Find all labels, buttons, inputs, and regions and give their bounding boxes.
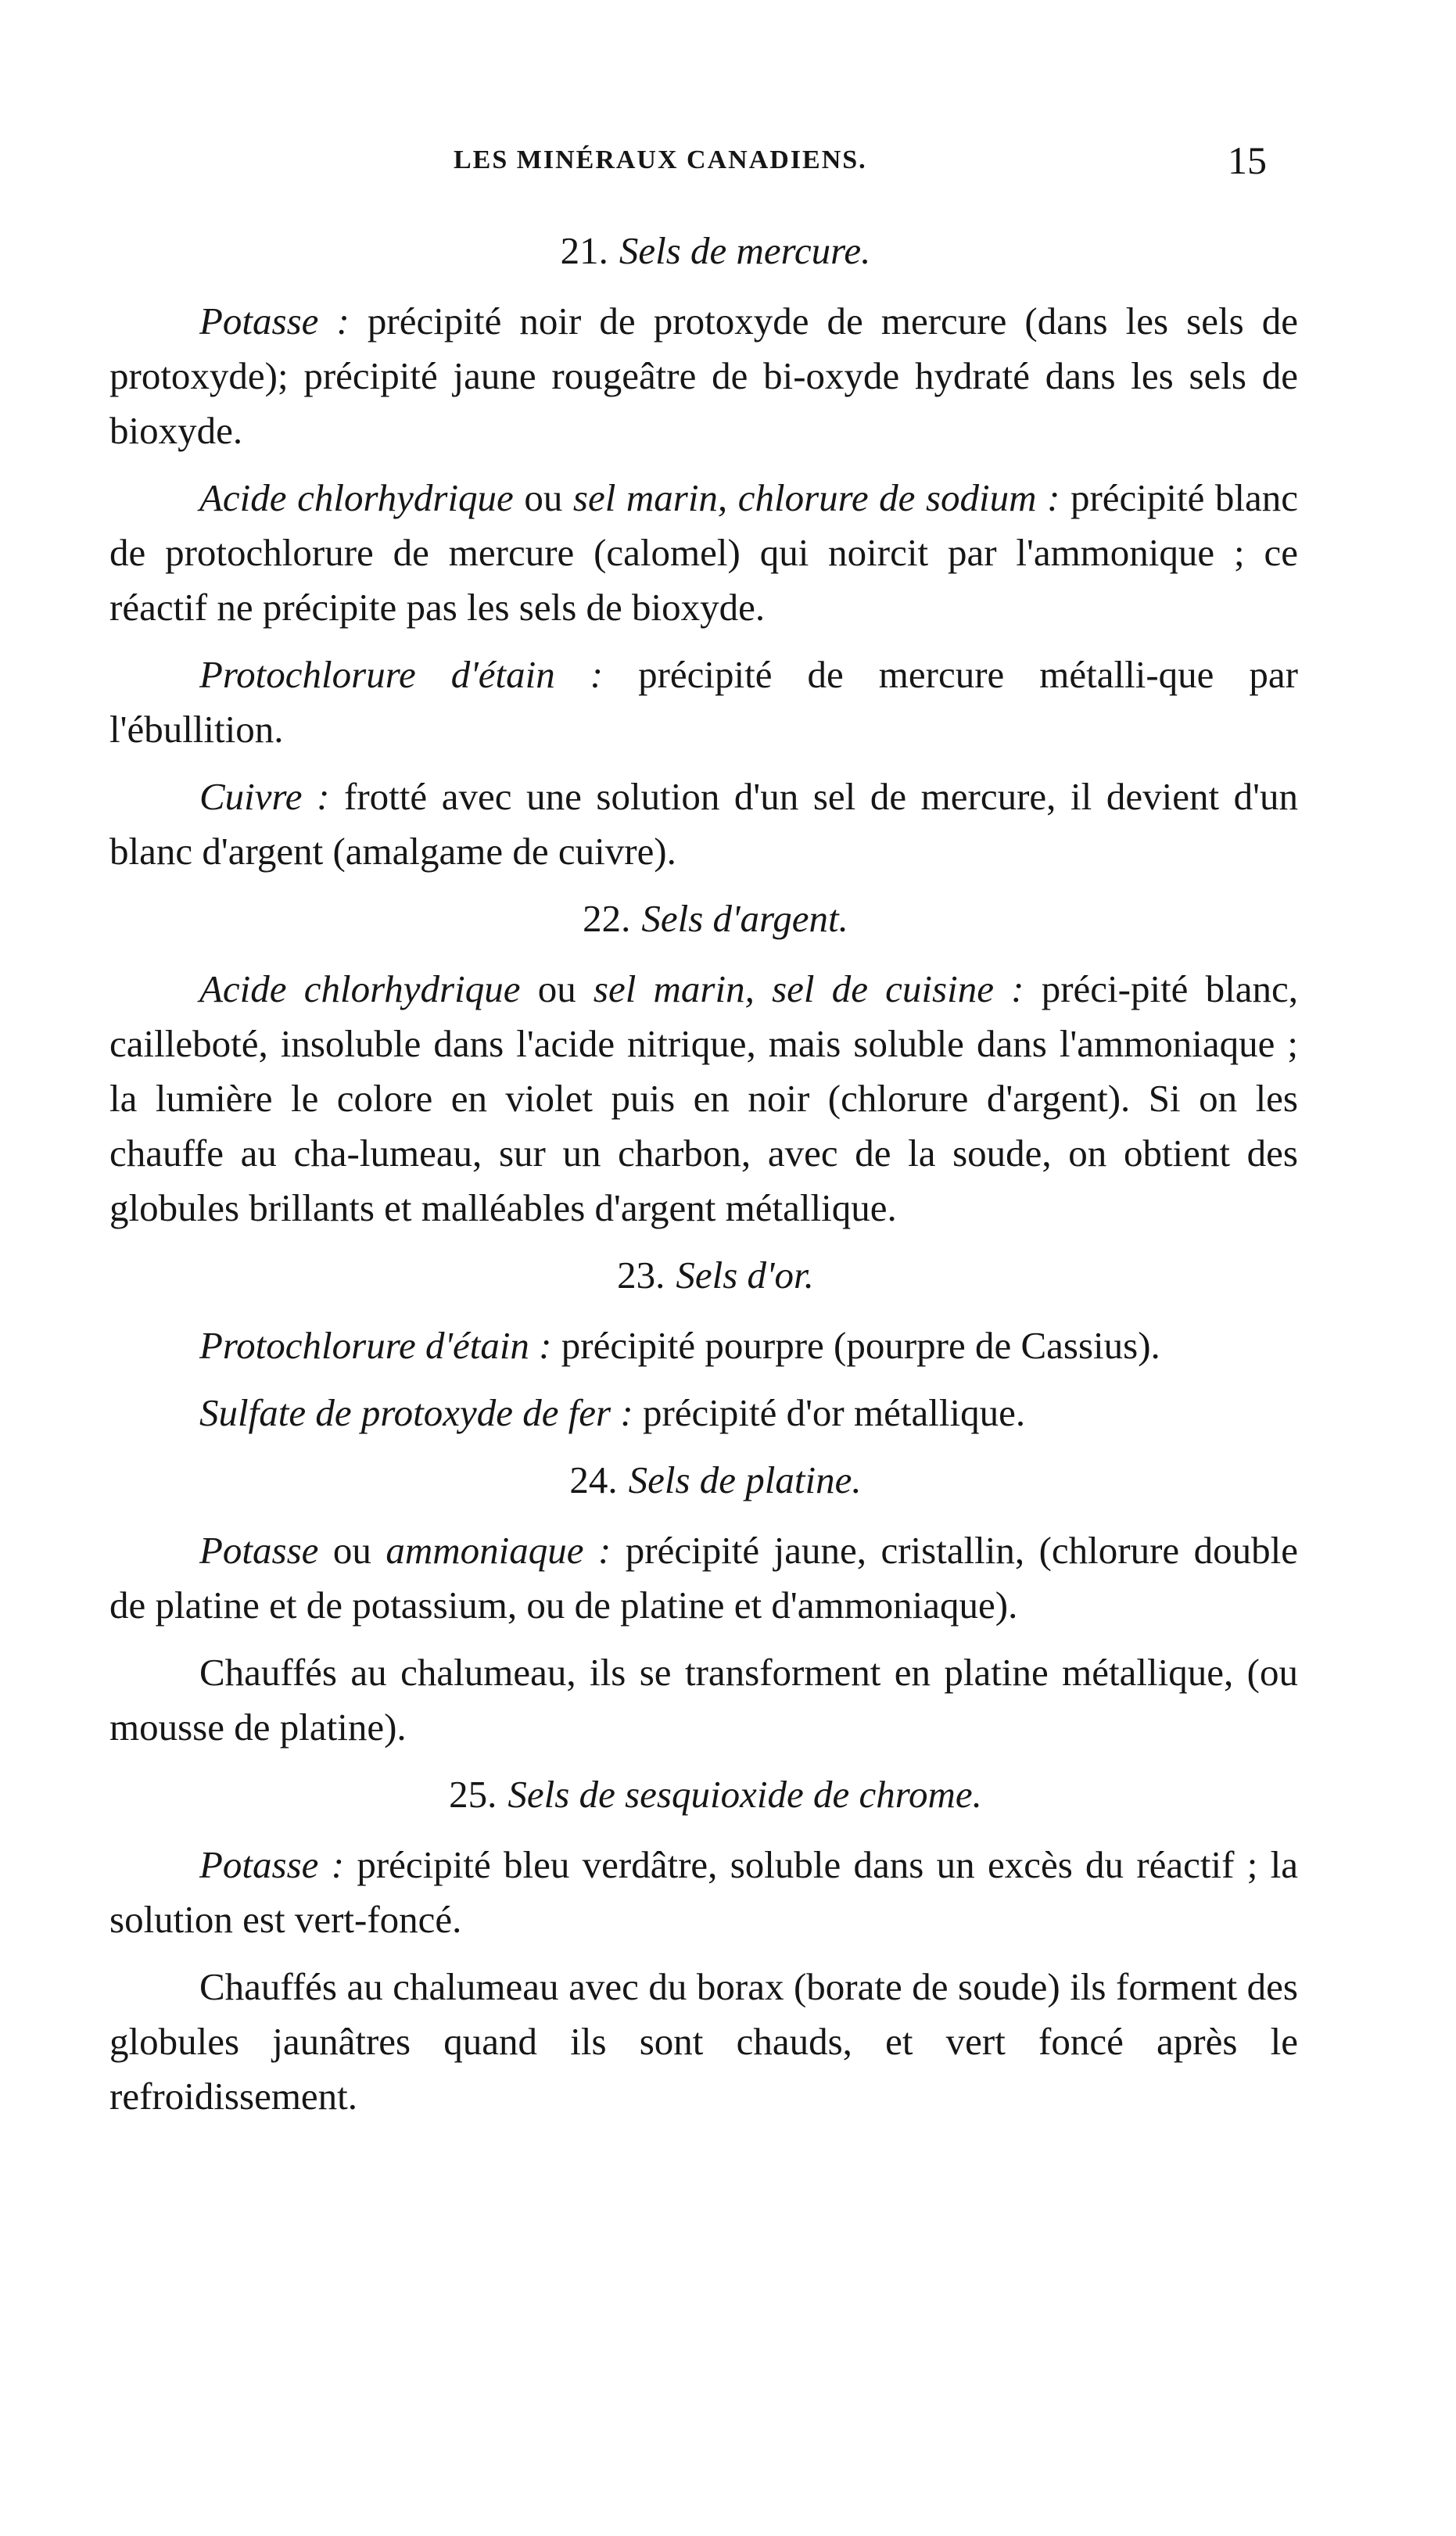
reagent-term: Protochlorure d'étain : [199,1324,552,1367]
section-number: 24. [569,1458,618,1501]
section-heading [109,224,1298,278]
reagent-term: Potasse : [199,300,350,343]
section-title: Sels de sesquioxide de chrome. [507,1773,982,1816]
section-heading [109,1767,1298,1822]
paragraph [109,1960,1298,2124]
reagent-term: Sulfate de protoxyde de fer : [199,1391,633,1434]
paragraph-text: précipité jaune, cristallin, (chlorure double de platine et de potassium, ou de platine et d'ammoniaque). [109,1529,1299,1627]
section [109,224,1298,879]
page-number: 15 [1228,138,1267,182]
paragraph-text: ou [520,967,594,1010]
paragraph [109,1386,1298,1440]
reagent-term: Acide chlorhydrique [199,967,521,1010]
section-title: Sels de platine. [628,1458,862,1501]
reagent-term: Cuivre : [199,775,330,818]
section-number: 23. [617,1254,665,1297]
section-number: 25. [449,1773,497,1816]
section-number: 22. [583,897,631,940]
section-title: Sels d'argent. [641,897,848,940]
reagent-term: Acide chlorhydrique [199,476,514,519]
paragraph [109,647,1298,757]
reagent-term: Protochlorure d'étain : [199,653,604,696]
section-number: 21. [560,229,608,272]
reagent-term: Potasse [199,1529,319,1572]
paragraph-text: précipité d'or métallique. [633,1391,1026,1434]
paragraph [109,1838,1298,1947]
paragraph-text: précipité bleu verdâtre, soluble dans un excès du réactif ; la solution est vert-foncé. [109,1843,1298,1941]
page-header [0,138,1456,185]
paragraph [109,471,1298,635]
section [109,1453,1298,1755]
paragraph-text: précipité noir de protoxyde de mercure (dans les sels de protoxyde); précipité jaune rougeâtre de bi-oxyde hydraté dans les sels de bioxyde. [109,300,1299,452]
paragraph-text: Chauffés au chalumeau avec du borax (borate de soude) ils forment des globules jaunâtres quand ils sont chauds, et vert foncé après le refroidissement. [109,1965,1298,2118]
section-title: Sels de mercure. [619,229,871,272]
reagent-term: sel marin, sel de cuisine : [593,967,1024,1010]
running-title: LES MINÉRAUX CANADIENS. [454,145,867,174]
paragraph [109,294,1298,458]
page-body [109,224,1298,2136]
paragraph-text: ou [318,1529,386,1572]
section [109,891,1298,1236]
paragraph-text: frotté avec une solution d'un sel de mercure, il devient d'un blanc d'argent (amalgame de cuivre). [109,775,1298,873]
paragraph-text: précipité pourpre (pourpre de Cassius). [551,1324,1160,1367]
paragraph [109,769,1298,879]
section [109,1767,1298,2124]
paragraph-text: préci-pité blanc, caillebοté, insoluble dans l'acide nitrique, mais soluble dans l'ammoniaque ; la lumière le colore en violet puis en noir (chlorure d'argent). Si on les chauffe au cha-lumeau, sur un charbon, avec de la soude, on obtient des globules brillants et malléables d'argent métallique. [109,967,1298,1229]
section-heading [109,891,1298,946]
section [109,1248,1298,1440]
section-heading [109,1453,1298,1508]
reagent-term: sel marin, chlorure de sodium : [572,476,1060,519]
paragraph [109,962,1298,1236]
paragraph [109,1645,1298,1755]
paragraph-text: précipité de mercure métalli-que par l'ébullition. [109,653,1298,751]
reagent-term: ammoniaque : [386,1529,611,1572]
section-heading [109,1248,1298,1303]
paragraph [109,1523,1298,1633]
paragraph [109,1318,1298,1373]
section-title: Sels d'or. [676,1254,814,1297]
reagent-term: Potasse : [199,1843,345,1886]
paragraph-text: Chauffés au chalumeau, ils se transforment en platine métallique, (ou mousse de platine). [109,1651,1298,1749]
paragraph-text: ou [513,476,573,519]
paragraph-text: précipité blanc de protochlorure de mercure (calomel) qui noircit par l'ammonique ; ce réactif ne précipite pas les sels de bioxyde. [109,476,1298,629]
